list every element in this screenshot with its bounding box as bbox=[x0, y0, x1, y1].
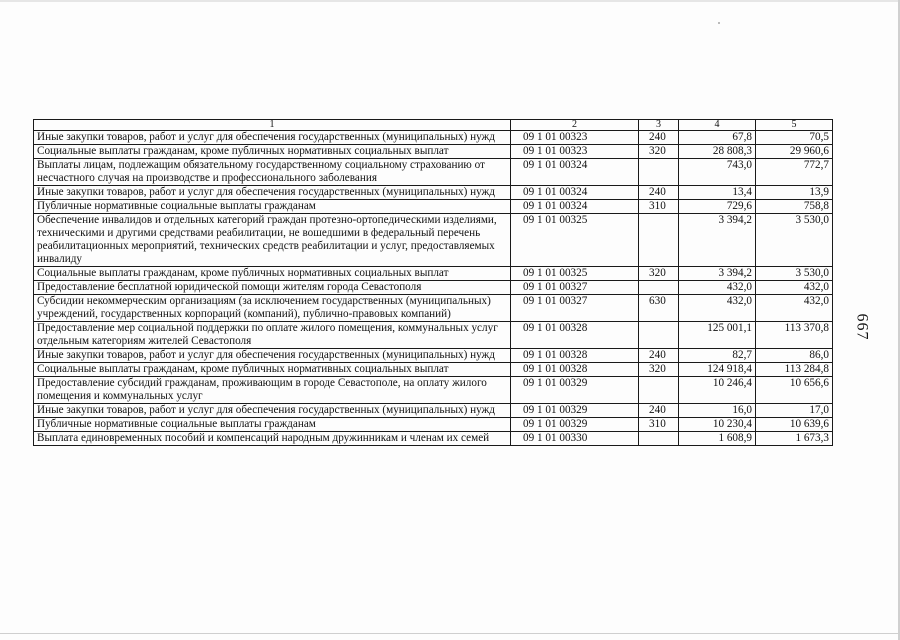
row-value-col5-cell: 86,0 bbox=[756, 349, 833, 363]
row-vr-cell: 240 bbox=[639, 349, 679, 363]
row-vr-cell: 310 bbox=[639, 418, 679, 432]
table-row bbox=[34, 159, 833, 186]
row-code-cell: 09 1 01 00325 bbox=[511, 214, 639, 267]
table-row bbox=[34, 267, 833, 281]
row-value-col4-cell: 743,0 bbox=[679, 159, 756, 186]
row-value-col4-cell: 82,7 bbox=[679, 349, 756, 363]
table-row bbox=[34, 418, 833, 432]
row-code-cell: 09 1 01 00328 bbox=[511, 363, 639, 377]
table-row bbox=[34, 404, 833, 418]
table-row bbox=[34, 145, 833, 159]
row-code-cell: 09 1 01 00329 bbox=[511, 418, 639, 432]
row-name-cell: Иные закупки товаров, работ и услуг для обеспечения государственных (муниципальных) нужд bbox=[34, 404, 511, 418]
row-value-col5-cell: 113 284,8 bbox=[756, 363, 833, 377]
row-vr-cell: 630 bbox=[639, 295, 679, 322]
row-name-cell: Субсидии некоммерческим организациям (за исключением государственных (муниципальных) учреждений, государственных корпораций (компаний), публично-правовых компаний) bbox=[34, 295, 511, 322]
row-value-col4-cell: 67,8 bbox=[679, 131, 756, 145]
table-row bbox=[34, 322, 833, 349]
row-vr-cell: 320 bbox=[639, 267, 679, 281]
row-code-cell: 09 1 01 00325 bbox=[511, 267, 639, 281]
row-value-col4-cell: 16,0 bbox=[679, 404, 756, 418]
row-value-col5-cell: 10 639,6 bbox=[756, 418, 833, 432]
row-value-col4-cell: 1 608,9 bbox=[679, 432, 756, 446]
row-name-cell: Социальные выплаты гражданам, кроме публичных нормативных социальных выплат bbox=[34, 145, 511, 159]
row-name-cell: Обеспечение инвалидов и отдельных категорий граждан протезно-ортопедическими изделиями, техническими и другими средствами реабилитации, не вошедшими в федеральный перечень реабилитационных мероприятий, технических средств реабилитации и услуг, предоставляемых инвалиду bbox=[34, 214, 511, 267]
table-row bbox=[34, 214, 833, 267]
table-row bbox=[34, 200, 833, 214]
column-number-3: 3 bbox=[639, 120, 679, 131]
row-value-col5-cell: 3 530,0 bbox=[756, 214, 833, 267]
row-name-cell: Предоставление мер социальной поддержки по оплате жилого помещения, коммунальных услуг отдельным категориям жителей Севастополя bbox=[34, 322, 511, 349]
row-name-cell: Выплата единовременных пособий и компенсаций народным дружинникам и членам их семей bbox=[34, 432, 511, 446]
row-code-cell: 09 1 01 00324 bbox=[511, 200, 639, 214]
row-code-cell: 09 1 01 00330 bbox=[511, 432, 639, 446]
table-row bbox=[34, 363, 833, 377]
row-value-col5-cell: 758,8 bbox=[756, 200, 833, 214]
column-number-row bbox=[34, 120, 833, 131]
row-name-cell: Социальные выплаты гражданам, кроме публичных нормативных социальных выплат bbox=[34, 363, 511, 377]
row-code-cell: 09 1 01 00327 bbox=[511, 295, 639, 322]
table-row bbox=[34, 432, 833, 446]
row-vr-cell: 240 bbox=[639, 186, 679, 200]
column-number-4: 4 bbox=[679, 120, 756, 131]
scan-artifact-top bbox=[0, 0, 900, 2]
row-vr-cell bbox=[639, 281, 679, 295]
row-value-col4-cell: 729,6 bbox=[679, 200, 756, 214]
row-vr-cell bbox=[639, 432, 679, 446]
row-vr-cell: 240 bbox=[639, 131, 679, 145]
row-code-cell: 09 1 01 00329 bbox=[511, 377, 639, 404]
row-value-col5-cell: 70,5 bbox=[756, 131, 833, 145]
row-vr-cell: 320 bbox=[639, 363, 679, 377]
row-vr-cell bbox=[639, 377, 679, 404]
row-vr-cell bbox=[639, 322, 679, 349]
row-name-cell: Иные закупки товаров, работ и услуг для обеспечения государственных (муниципальных) нужд bbox=[34, 131, 511, 145]
row-value-col4-cell: 10 246,4 bbox=[679, 377, 756, 404]
page-number: 667 bbox=[853, 313, 871, 341]
row-value-col4-cell: 3 394,2 bbox=[679, 267, 756, 281]
row-value-col4-cell: 432,0 bbox=[679, 295, 756, 322]
row-name-cell: Социальные выплаты гражданам, кроме публичных нормативных социальных выплат bbox=[34, 267, 511, 281]
row-code-cell: 09 1 01 00327 bbox=[511, 281, 639, 295]
table-row bbox=[34, 131, 833, 145]
row-name-cell: Иные закупки товаров, работ и услуг для обеспечения государственных (муниципальных) нужд bbox=[34, 186, 511, 200]
column-number-2: 2 bbox=[511, 120, 639, 131]
row-name-cell: Иные закупки товаров, работ и услуг для обеспечения государственных (муниципальных) нужд bbox=[34, 349, 511, 363]
row-value-col4-cell: 3 394,2 bbox=[679, 214, 756, 267]
row-name-cell: Выплаты лицам, подлежащим обязательному государственному социальному страхованию от несчастного случая на производстве и профессионального заболевания bbox=[34, 159, 511, 186]
row-vr-cell bbox=[639, 214, 679, 267]
table-row bbox=[34, 349, 833, 363]
row-value-col4-cell: 28 808,3 bbox=[679, 145, 756, 159]
scan-speck bbox=[718, 22, 720, 24]
row-name-cell: Предоставление субсидий гражданам, проживающим в городе Севастополе, на оплату жилого помещения и коммунальных услуг bbox=[34, 377, 511, 404]
row-vr-cell: 320 bbox=[639, 145, 679, 159]
row-value-col4-cell: 13,4 bbox=[679, 186, 756, 200]
row-value-col5-cell: 10 656,6 bbox=[756, 377, 833, 404]
row-value-col5-cell: 3 530,0 bbox=[756, 267, 833, 281]
row-code-cell: 09 1 01 00329 bbox=[511, 404, 639, 418]
row-value-col5-cell: 29 960,6 bbox=[756, 145, 833, 159]
row-code-cell: 09 1 01 00323 bbox=[511, 131, 639, 145]
row-vr-cell: 240 bbox=[639, 404, 679, 418]
row-value-col5-cell: 432,0 bbox=[756, 281, 833, 295]
budget-table-body bbox=[34, 120, 833, 446]
row-code-cell: 09 1 01 00324 bbox=[511, 159, 639, 186]
row-value-col5-cell: 113 370,8 bbox=[756, 322, 833, 349]
row-vr-cell: 310 bbox=[639, 200, 679, 214]
scan-artifact-bottom bbox=[0, 633, 900, 634]
row-value-col4-cell: 10 230,4 bbox=[679, 418, 756, 432]
table-row bbox=[34, 186, 833, 200]
row-value-col4-cell: 432,0 bbox=[679, 281, 756, 295]
column-number-5: 5 bbox=[756, 120, 833, 131]
row-value-col4-cell: 125 001,1 bbox=[679, 322, 756, 349]
row-value-col5-cell: 432,0 bbox=[756, 295, 833, 322]
budget-table bbox=[33, 119, 833, 446]
row-value-col5-cell: 13,9 bbox=[756, 186, 833, 200]
row-value-col5-cell: 772,7 bbox=[756, 159, 833, 186]
row-code-cell: 09 1 01 00328 bbox=[511, 322, 639, 349]
row-vr-cell bbox=[639, 159, 679, 186]
table-row bbox=[34, 281, 833, 295]
row-value-col4-cell: 124 918,4 bbox=[679, 363, 756, 377]
row-code-cell: 09 1 01 00323 bbox=[511, 145, 639, 159]
column-number-1: 1 bbox=[34, 120, 511, 131]
row-code-cell: 09 1 01 00324 bbox=[511, 186, 639, 200]
row-name-cell: Предоставление бесплатной юридической помощи жителям города Севастополя bbox=[34, 281, 511, 295]
row-value-col5-cell: 1 673,3 bbox=[756, 432, 833, 446]
table-row bbox=[34, 377, 833, 404]
row-value-col5-cell: 17,0 bbox=[756, 404, 833, 418]
row-name-cell: Публичные нормативные социальные выплаты гражданам bbox=[34, 200, 511, 214]
table-row bbox=[34, 295, 833, 322]
row-name-cell: Публичные нормативные социальные выплаты гражданам bbox=[34, 418, 511, 432]
row-code-cell: 09 1 01 00328 bbox=[511, 349, 639, 363]
